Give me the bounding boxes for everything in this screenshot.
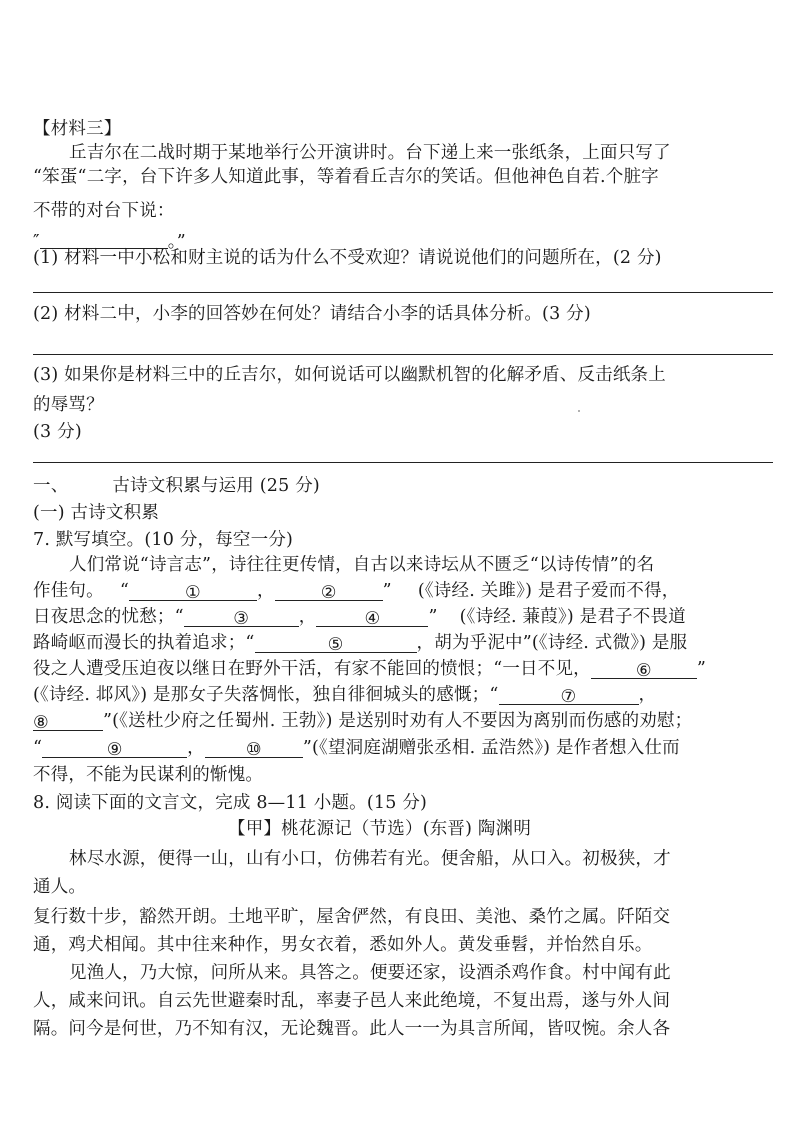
q7-title: 7. 默写填空。(10 分，每空一分) [33,530,294,550]
material3-line2: “笨蛋“二字，台下许多人知道此事，等着看丘吉尔的笑话。但他神色自若.个脏字 [33,167,659,187]
q7-source-guanju: (《诗经. 关雎》) 是君子爱而不得， [417,581,680,601]
q7-para-line6: (《诗经. 邶风》) 是那女子失落惆怅，独自徘徊城头的感慨；“ ⑦ ， [33,685,657,707]
q7-para-line7 [33,710,692,732]
section-heading [33,475,320,497]
answer-rule-1[interactable] [33,292,773,293]
blank-5[interactable]: ⑤ [255,634,417,653]
q7-source-dushaofu: ”(《送杜少府之任蜀州. 王勃》) 是送别时劝有人不要因为离别而伤感的劝慰； [103,711,693,731]
material3-heading: 【材料三】 [33,119,122,139]
subsection-heading: (一) 古诗文积累 [33,503,160,523]
blank-3[interactable]: ③ [184,608,299,627]
section-number: 一、 [33,476,69,496]
question-3-line2: 的辱骂？ [33,395,104,415]
q7-para-line8: “ ⑨ ， ⑩ ”(《望洞庭湖赠张丞相. 孟浩然》) 是作者想入仕而 [33,738,680,760]
blank-6[interactable]: ⑥ [591,660,697,679]
blank-1[interactable]: ① [129,582,257,601]
q7-source-jianjia: (《诗经. 蒹葭》) 是君子不畏道 [459,607,686,627]
q7-source-shiwei: ，胡为乎泥中”(《诗经. 式微》) 是服 [416,633,688,653]
passage-line2: 通人。 [33,877,87,897]
blank-4[interactable]: ④ [316,608,428,627]
passage-title: 【甲】桃花源记（节选）(东晋) 陶渊明 [228,819,532,839]
blank-7[interactable]: ⑦ [499,686,639,705]
answer-rule-2[interactable] [33,354,773,355]
scan-speck [578,410,580,412]
passage-line6: 人，咸来问讯。自云先世避秦时乱，率妻子邑人来此绝境，不复出焉，遂与外人间 [33,991,671,1011]
q7-para-line1: 人们常说“诗言志”，诗往往更传情，自古以来诗坛从不匮乏“以诗传情”的名 [69,555,655,575]
passage-line4: 通，鸡犬相闻。其中往来种作，男女衣着，悉如外人。黄发垂髫，并怡然自乐。 [33,935,653,955]
passage-line5: 见渔人，乃大惊，问所从来。具答之。便要还家，设酒杀鸡作食。村中闻有此 [69,963,671,983]
blank-9[interactable]: ⑨ [42,739,187,758]
q7-para-line4: 路崎岖而漫长的执着追求；“ ⑤ ，胡为乎泥中”(《诗经. 式微》) 是服 [33,633,688,655]
answer-open-quote: ″ [33,232,40,252]
question-2: (2) 材料二中，小李的回答妙在何处？请结合小李的话具体分析。(3 分) [33,304,591,324]
blank-8[interactable]: ⑧ [33,712,103,731]
q7-para-line9: 不得，不能为民谋利的惭愧。 [33,765,264,785]
blank-2[interactable]: ② [275,582,383,601]
section-title: 古诗文积累与运用 (25 分) [112,476,320,496]
q8-title: 8. 阅读下面的文言文，完成 8—11 小题。(15 分) [33,793,428,813]
question-3-line3: (3 分) [33,422,82,442]
q7-para-line5: 役之人遭受压迫夜以继日在野外干活，有家不能回的愤恨；“一日不见， ⑥ ” [33,659,707,681]
answer-rule-3[interactable] [33,462,773,463]
material3-line1: 丘吉尔在二战时期于某地举行公开演讲时。台下递上来一张纸条，上面只写了 [69,143,671,163]
passage-line7: 隔。问今是何世，乃不知有汉，无论魏晋。此人一一为具言所闻，皆叹惋。余人各 [33,1019,671,1039]
question-3-line1: (3) 如果你是材料三中的丘吉尔，如何说话可以幽默机智的化解矛盾、反击纸条上 [33,365,666,385]
answer-close-quote: 。” [167,232,186,252]
passage-line1: 林尽水源，便得一山，山有小口，仿佛若有光。便舍船，从口入。初极狭，才 [69,849,671,869]
q7-source-dongtinghu: ”(《望洞庭湖赠张丞相. 孟浩然》) 是作者想入仕而 [302,738,680,758]
q7-para-line3: 日夜思念的忧愁；“ ③ ， ④ ” (《诗经. 蒹葭》) 是君子不畏道 [33,607,686,629]
material3-line3: 不带的对台下说： [33,201,175,221]
blank-10[interactable]: ⑩ [205,739,303,758]
q7-para-line2: 作佳句。 “ ① ， ② ” (《诗经. 关雎》) 是君子爱而不得， [33,581,680,603]
question-1: (1) 材料一中小松和财主说的话为什么不受欢迎？请说说他们的问题所在，(2 分) [33,248,662,268]
passage-line3: 复行数十步，豁然开朗。土地平旷，屋舍俨然，有良田、美池、桑竹之属。阡陌交 [33,907,671,927]
